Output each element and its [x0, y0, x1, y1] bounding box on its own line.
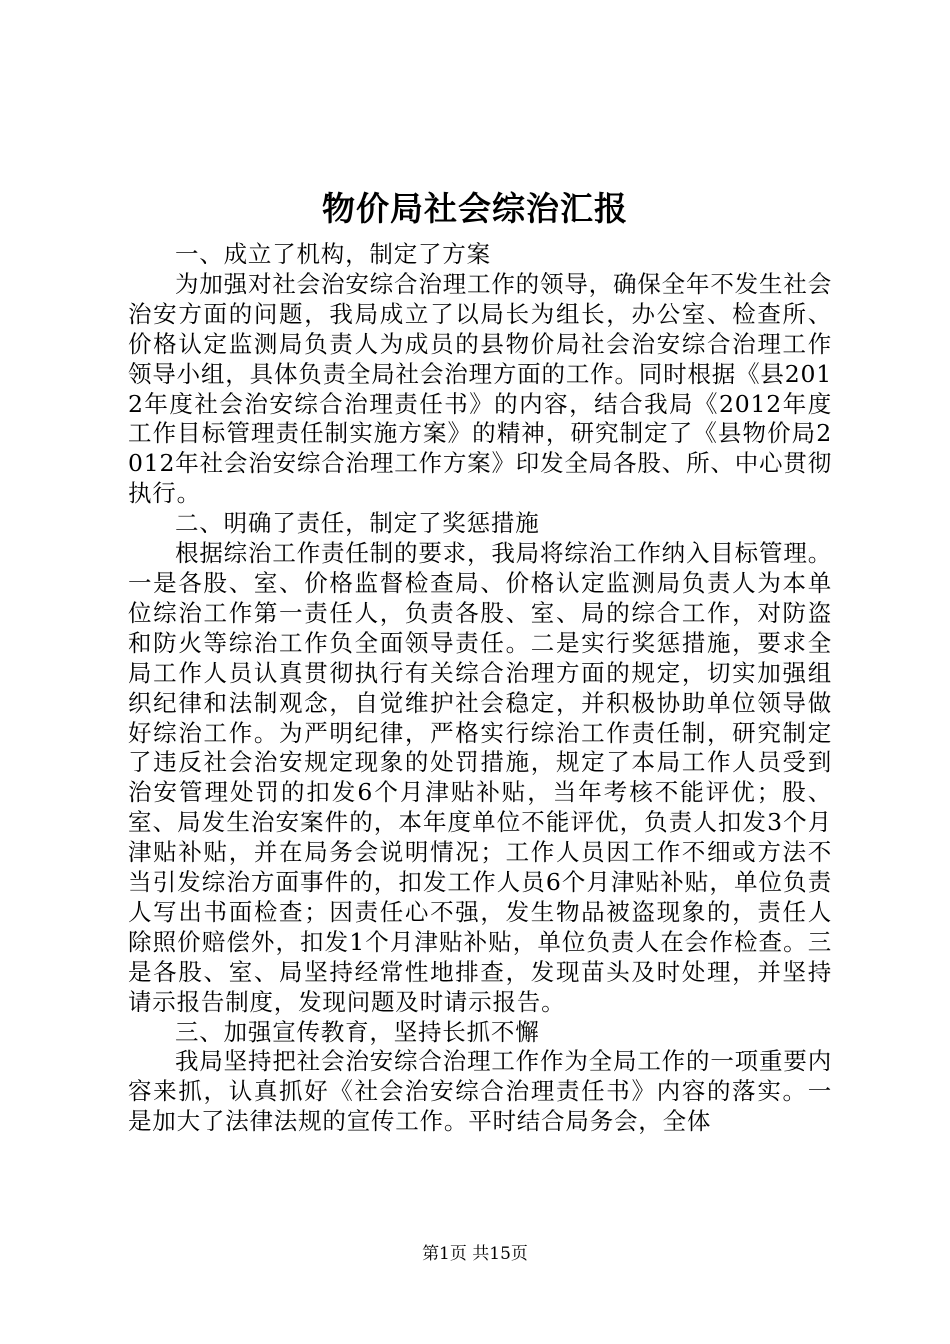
page-footer: 第1页 共15页 — [422, 1244, 528, 1264]
section-paragraph-3: 我局坚持把社会治安综合治理工作作为全局工作的一项重要内容来抓，认真抓好《社会治安综合治理责任书》内容的落实。一是加大了法律法规的宣传工作。平时结合局务会，全体 — [128, 1047, 832, 1136]
section-heading-3: 三、加强宣传教育，坚持长抓不懈 — [175, 1017, 540, 1046]
section-paragraph-1: 为加强对社会治安综合治理工作的领导，确保全年不发生社会治安方面的问题，我局成立了以局长为组长，办公室、检查所、价格认定监测局负责人为成员的县物价局社会治安综合治理工作领导小组，具体负责全局社会治理方面的工作。同时根据《县2012年度社会治安综合治理责任书》的内容，结合我局《2012年度工作目标管理责任制实施方案》的精神，研究制定了《县物价局2012年社会治安综合治理工作方案》印发全局各股、所、中心贯彻执行。 — [128, 269, 832, 508]
section-paragraph-2: 根据综治工作责任制的要求，我局将综治工作纳入目标管理。一是各股、室、价格监督检查局、价格认定监测局负责人为本单位综治工作第一责任人，负责各股、室、局的综合工作，对防盗和防火等综治工作负全面领导责任。二是实行奖惩措施，要求全局工作人员认真贯彻执行有关综合治理方面的规定，切实加强组织纪律和法制观念，自觉维护社会稳定，并积极协助单位领导做好综治工作。为严明纪律，严格实行综治工作责任制，研究制定了违反社会治安规定现象的处罚措施，规定了本局工作人员受到治安管理处罚的扣发6个月津贴补贴，当年考核不能评优；股、室、局发生治安案件的，本年度单位不能评优，负责人扣发3个月津贴补贴，并在局务会说明情况；工作人员因工作不细或方法不当引发综治方面事件的，扣发工作人员6个月津贴补贴，单位负责人写出书面检查；因责任心不强，发生物品被盗现象的，责任人除照价赔偿外，扣发1个月津贴补贴，单位负责人在会作检查。三是各股、室、局坚持经常性地排查，发现苗头及时处理，并坚持请示报告制度，发现问题及时请示报告。 — [128, 539, 832, 1016]
document-title: 物价局社会综治汇报 — [322, 189, 628, 228]
section-heading-1: 一、成立了机构，制定了方案 — [175, 240, 491, 268]
document-body — [128, 240, 832, 1137]
section-heading-2: 二、明确了责任，制定了奖惩措施 — [175, 509, 540, 538]
